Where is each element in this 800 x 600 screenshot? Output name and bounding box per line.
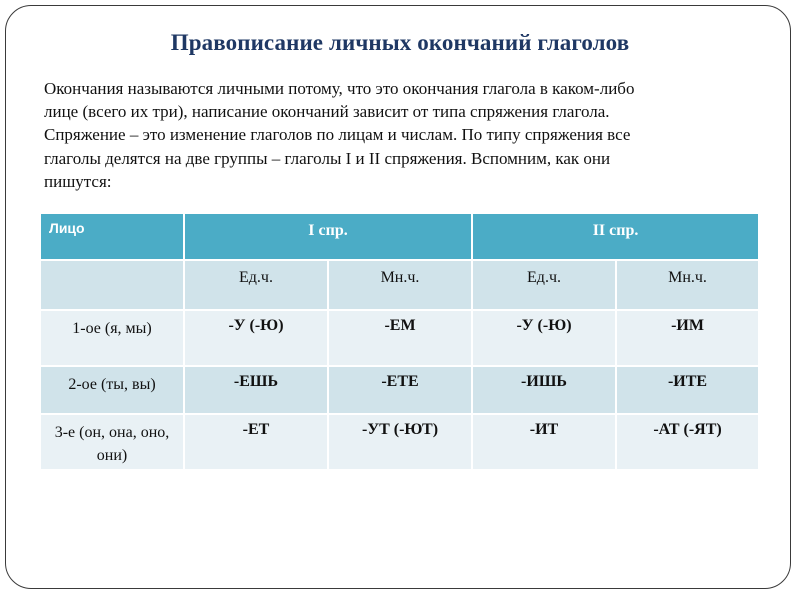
subheader-singular: Ед.ч. <box>184 260 328 310</box>
ending-cell: -ИТ <box>472 414 616 470</box>
table-row <box>40 366 759 414</box>
person-cell: 1-ое (я, мы) <box>40 310 184 366</box>
slide-title: Правописание личных окончаний глаголов <box>170 30 630 55</box>
header-person: Лицо <box>40 213 184 260</box>
intro-paragraph <box>44 77 764 193</box>
ending-cell: -ЕШЬ <box>184 366 328 414</box>
intro-line: Спряжение – это изменение глаголов по лицам и числам. По типу спряжения все <box>44 125 631 145</box>
table-subheader-row <box>40 260 759 310</box>
ending-cell: -УТ (-ЮТ) <box>328 414 472 470</box>
intro-line: лице (всего их три), написание окончаний зависит от типа спряжения глагола. <box>44 102 610 122</box>
ending-cell: -ЕМ <box>328 310 472 366</box>
table-row <box>40 414 759 470</box>
verb-endings-table <box>39 212 760 471</box>
intro-line: глаголы делятся на две группы – глаголы I и II спряжения. Вспомним, как они <box>44 148 611 168</box>
table-header-row <box>40 213 759 260</box>
person-cell: 2-ое (ты, вы) <box>40 366 184 414</box>
ending-cell: -ИШЬ <box>472 366 616 414</box>
header-conjugation-1: I спр. <box>184 213 472 260</box>
person-cell: 3-е (он, она, оно, они) <box>40 414 184 470</box>
header-conjugation-2: II спр. <box>472 213 759 260</box>
intro-line: пишутся: <box>44 171 112 191</box>
table-row <box>40 310 759 366</box>
intro-line: Окончания называются личными потому, что это окончания глагола в каком-либо <box>44 79 635 98</box>
ending-cell: -ЕТ <box>184 414 328 470</box>
ending-cell: -ЕТЕ <box>328 366 472 414</box>
ending-cell: -У (-Ю) <box>184 310 328 366</box>
ending-cell: -АТ (-ЯТ) <box>616 414 759 470</box>
ending-cell: -У (-Ю) <box>472 310 616 366</box>
subheader-plural: Мн.ч. <box>616 260 759 310</box>
ending-cell: -ИМ <box>616 310 759 366</box>
subheader-empty <box>40 260 184 310</box>
ending-cell: -ИТЕ <box>616 366 759 414</box>
subheader-singular: Ед.ч. <box>472 260 616 310</box>
subheader-plural: Мн.ч. <box>328 260 472 310</box>
